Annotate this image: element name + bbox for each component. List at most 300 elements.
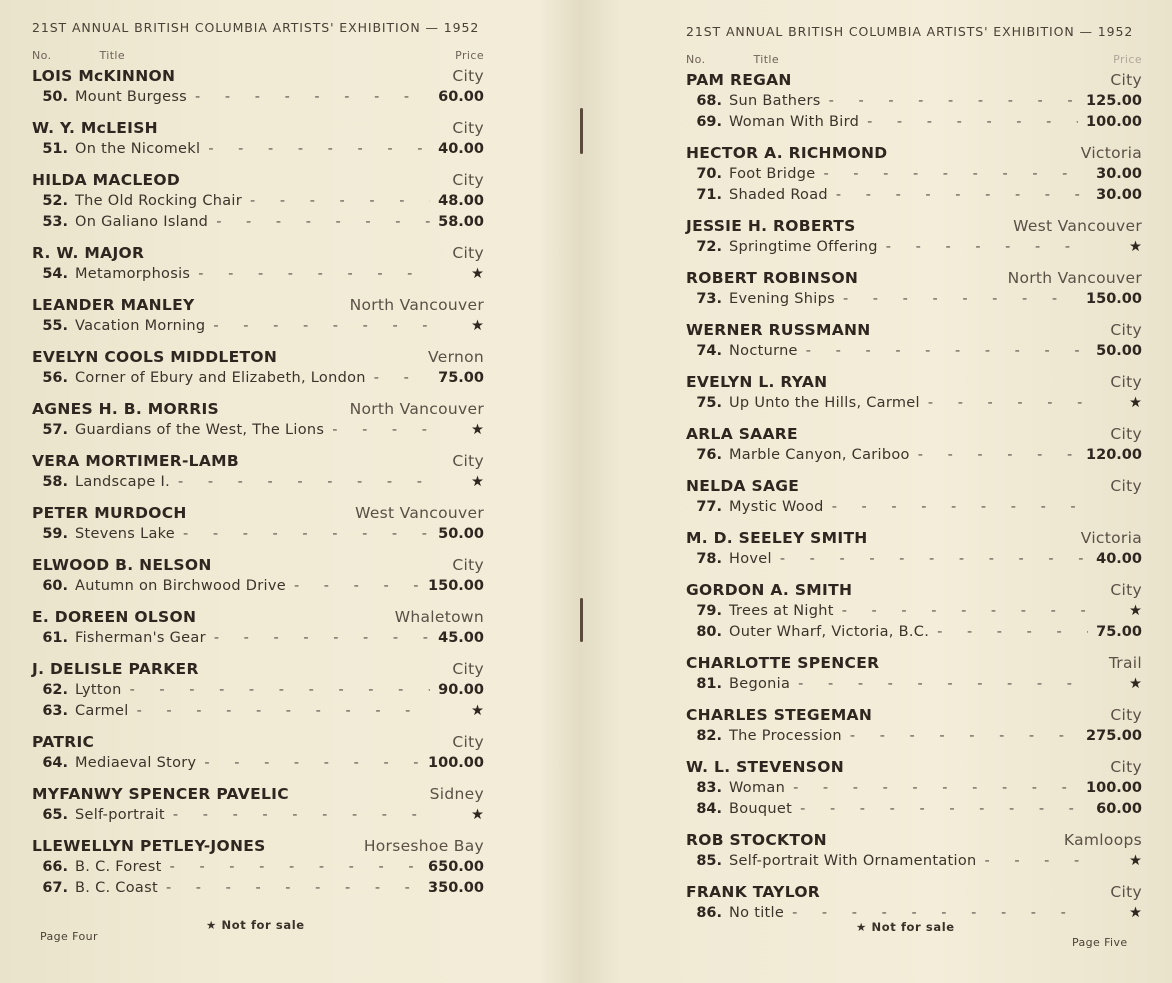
catalogue-number: 70. <box>696 166 722 182</box>
catalogue-number: 85. <box>696 853 722 869</box>
artwork-row <box>32 420 484 441</box>
artwork-row <box>686 112 1142 133</box>
catalogue-number: 58. <box>42 474 68 490</box>
artist-row <box>32 732 484 753</box>
artist-location: City <box>1110 425 1142 443</box>
leader-dashes <box>806 341 1088 362</box>
artwork-row <box>32 524 484 545</box>
artwork-price: ★ <box>471 422 484 438</box>
artwork-title: Foot Bridge <box>729 166 816 182</box>
artist-entry <box>32 451 484 493</box>
artwork-title: Evening Ships <box>729 291 835 307</box>
leader-dashes <box>836 185 1088 206</box>
artwork-title: Marble Canyon, Cariboo <box>729 447 910 463</box>
artist-location: West Vancouver <box>1013 217 1142 235</box>
artwork-price: 60.00 <box>1096 801 1142 817</box>
artwork-row <box>32 805 484 826</box>
artwork-price: 45.00 <box>438 630 484 646</box>
artwork-row <box>32 680 484 701</box>
artist-entry <box>32 784 484 826</box>
leader-dashes <box>198 264 430 285</box>
catalogue-number: 53. <box>42 214 68 230</box>
artist-entry <box>32 170 484 233</box>
artist-location: City <box>1110 477 1142 495</box>
artwork-title: Woman <box>729 780 786 796</box>
artwork-row <box>32 857 484 878</box>
artist-name: NELDA SAGE <box>686 477 800 495</box>
artwork-row <box>32 576 484 597</box>
artwork-title: Lytton <box>75 682 122 698</box>
catalogue-number: 61. <box>42 630 68 646</box>
artwork-price: ★ <box>1129 603 1142 619</box>
artwork-title: Self-portrait With Ornamentation <box>729 853 977 869</box>
artwork-title: Guardians of the West, The Lions <box>75 422 325 438</box>
leader-dashes <box>823 164 1088 185</box>
artwork-row <box>32 316 484 337</box>
artist-row <box>32 659 484 680</box>
artist-row <box>32 118 484 139</box>
leader-dashes <box>928 393 1088 414</box>
artwork-title: B. C. Coast <box>75 880 158 896</box>
catalogue-number: 75. <box>696 395 722 411</box>
artist-name: R. W. MAJOR <box>32 244 145 262</box>
leader-dashes <box>867 112 1078 133</box>
artwork-title: The Old Rocking Chair <box>75 193 243 209</box>
artwork-row <box>686 851 1142 872</box>
artist-list <box>32 66 484 899</box>
column-price: Price <box>455 49 484 62</box>
leader-dashes <box>170 857 420 878</box>
leader-dashes <box>213 316 430 337</box>
artwork-row <box>686 549 1142 570</box>
artist-name: HECTOR A. RICHMOND <box>686 144 888 162</box>
artwork-row <box>32 191 484 212</box>
artist-name: LOIS McKINNON <box>32 67 176 85</box>
catalogue-number: 77. <box>696 499 722 515</box>
artwork-price: ★ <box>1129 905 1142 921</box>
artist-list <box>686 70 1142 924</box>
artwork-title: Self-portrait <box>75 807 165 823</box>
column-headers <box>686 53 1142 66</box>
artist-row <box>686 70 1142 91</box>
column-no: No. <box>32 49 52 62</box>
leader-dashes <box>208 139 430 160</box>
artist-row <box>686 268 1142 289</box>
column-no: No. <box>686 53 706 66</box>
artist-name: HILDA MACLEOD <box>32 171 181 189</box>
column-price: Price <box>1113 53 1142 66</box>
artist-row <box>686 476 1142 497</box>
artwork-title: Mystic Wood <box>729 499 824 515</box>
artist-location: City <box>1110 706 1142 724</box>
catalogue-number: 74. <box>696 343 722 359</box>
artist-entry <box>32 295 484 337</box>
artist-name: PAM REGAN <box>686 71 792 89</box>
catalogue-number: 51. <box>42 141 68 157</box>
artwork-title: Begonia <box>729 676 791 692</box>
catalogue-number: 65. <box>42 807 68 823</box>
artist-entry <box>32 555 484 597</box>
catalogue-number: 60. <box>42 578 68 594</box>
artwork-price: ★ <box>471 703 484 719</box>
artist-row <box>686 882 1142 903</box>
artwork-title: Up Unto the Hills, Carmel <box>729 395 920 411</box>
artist-name: EVELYN COOLS MIDDLETON <box>32 348 278 366</box>
artwork-row <box>32 628 484 649</box>
artist-row <box>686 143 1142 164</box>
artist-location: City <box>452 556 484 574</box>
leader-dashes <box>332 420 430 441</box>
artist-row <box>32 451 484 472</box>
artist-location: Victoria <box>1080 144 1142 162</box>
artist-location: Kamloops <box>1063 831 1142 849</box>
leader-dashes <box>793 778 1078 799</box>
catalogue-number: 73. <box>696 291 722 307</box>
artist-entry <box>686 757 1142 820</box>
artwork-price: 120.00 <box>1086 447 1142 463</box>
artist-entry <box>686 830 1142 872</box>
artist-name: CHARLES STEGEMAN <box>686 706 873 724</box>
artist-row <box>32 295 484 316</box>
artwork-title: Metamorphosis <box>75 266 191 282</box>
artist-entry <box>686 528 1142 570</box>
artist-row <box>686 320 1142 341</box>
artwork-price: 40.00 <box>1096 551 1142 567</box>
leader-dashes <box>985 851 1089 872</box>
catalogue-number: 80. <box>696 624 722 640</box>
artwork-title: Autumn on Birchwood Drive <box>75 578 286 594</box>
artist-row <box>32 503 484 524</box>
artist-name: VERA MORTIMER-LAMB <box>32 452 239 470</box>
artist-row <box>32 555 484 576</box>
artist-entry <box>686 653 1142 695</box>
artwork-row <box>32 753 484 774</box>
artwork-row <box>32 212 484 233</box>
leader-dashes <box>937 622 1088 643</box>
artist-location: City <box>1110 883 1142 901</box>
artwork-row <box>686 341 1142 362</box>
catalogue-number: 72. <box>696 239 722 255</box>
artist-row <box>32 784 484 805</box>
artwork-row <box>686 622 1142 643</box>
artist-entry <box>686 882 1142 924</box>
artist-location: West Vancouver <box>355 504 484 522</box>
artwork-price: ★ <box>471 474 484 490</box>
artwork-row <box>686 164 1142 185</box>
artwork-row <box>686 601 1142 622</box>
artwork-row <box>686 91 1142 112</box>
artwork-row <box>686 497 1142 518</box>
catalogue-number: 50. <box>42 89 68 105</box>
leader-dashes <box>800 799 1088 820</box>
artist-entry <box>686 424 1142 466</box>
catalogue-number: 63. <box>42 703 68 719</box>
artwork-title: The Procession <box>729 728 842 744</box>
artist-location: City <box>452 452 484 470</box>
artist-row <box>686 424 1142 445</box>
catalogue-number: 71. <box>696 187 722 203</box>
catalogue-number: 59. <box>42 526 68 542</box>
artwork-price: 350.00 <box>428 880 484 896</box>
artwork-price: 150.00 <box>428 578 484 594</box>
artist-location: North Vancouver <box>349 400 484 418</box>
artwork-title: Springtime Offering <box>729 239 878 255</box>
artwork-title: Outer Wharf, Victoria, B.C. <box>729 624 930 640</box>
artwork-title: Corner of Ebury and Elizabeth, London <box>75 370 366 386</box>
catalogue-number: 66. <box>42 859 68 875</box>
artwork-price: 650.00 <box>428 859 484 875</box>
artist-location: City <box>452 660 484 678</box>
leader-dashes <box>137 701 430 722</box>
artist-name: PATRIC <box>32 733 95 751</box>
catalogue-number: 84. <box>696 801 722 817</box>
artist-entry <box>686 143 1142 206</box>
artwork-row <box>686 393 1142 414</box>
artwork-row <box>32 264 484 285</box>
artwork-row <box>686 185 1142 206</box>
artwork-price: 100.00 <box>1086 780 1142 796</box>
staple-bottom <box>580 598 583 642</box>
artist-name: W. Y. McLEISH <box>32 119 158 137</box>
catalogue-number: 83. <box>696 780 722 796</box>
artist-row <box>686 757 1142 778</box>
artist-row <box>32 347 484 368</box>
not-for-sale-note: ★ Not for sale <box>856 920 955 934</box>
column-title: Title <box>753 53 780 66</box>
leader-dashes <box>250 191 430 212</box>
artist-row <box>686 653 1142 674</box>
leader-dashes <box>204 753 420 774</box>
artist-location: Vernon <box>428 348 484 366</box>
artist-entry <box>686 372 1142 414</box>
artist-entry <box>686 268 1142 310</box>
artist-entry <box>686 580 1142 643</box>
artwork-row <box>32 878 484 899</box>
artwork-title: On the Nicomekl <box>75 141 201 157</box>
leader-dashes <box>178 472 430 493</box>
artist-entry <box>686 705 1142 747</box>
artist-name: ARLA SAARE <box>686 425 798 443</box>
artist-location: North Vancouver <box>1007 269 1142 287</box>
catalogue-number: 55. <box>42 318 68 334</box>
artwork-price: ★ <box>1129 395 1142 411</box>
page-right <box>686 24 1142 934</box>
artist-name: ROBERT ROBINSON <box>686 269 859 287</box>
artist-location: North Vancouver <box>349 296 484 314</box>
artist-location: City <box>1110 581 1142 599</box>
artist-entry <box>32 243 484 285</box>
leader-dashes <box>183 524 430 545</box>
artist-row <box>32 170 484 191</box>
artwork-title: Stevens Lake <box>75 526 176 542</box>
artwork-price: 75.00 <box>438 370 484 386</box>
catalogue-number: 64. <box>42 755 68 771</box>
artist-entry <box>32 836 484 899</box>
catalogue-number: 62. <box>42 682 68 698</box>
artwork-title: Vacation Morning <box>75 318 206 334</box>
artwork-price: ★ <box>471 807 484 823</box>
artwork-price: ★ <box>471 318 484 334</box>
leader-dashes <box>294 576 420 597</box>
catalogue-number: 79. <box>696 603 722 619</box>
artwork-row <box>32 139 484 160</box>
artwork-title: Sun Bathers <box>729 93 821 109</box>
artwork-row <box>32 368 484 389</box>
artwork-row <box>32 472 484 493</box>
artist-entry <box>32 659 484 722</box>
page-header: 21ST ANNUAL BRITISH COLUMBIA ARTISTS' EXHIBITION — 1952 <box>32 20 480 35</box>
artist-row <box>686 705 1142 726</box>
artwork-price: 30.00 <box>1096 187 1142 203</box>
artwork-price: 90.00 <box>438 682 484 698</box>
artist-name: ROB STOCKTON <box>686 831 827 849</box>
catalogue-number: 52. <box>42 193 68 209</box>
artist-name: LLEWELLYN PETLEY-JONES <box>32 837 266 855</box>
artist-location: City <box>452 119 484 137</box>
artist-entry <box>32 503 484 545</box>
artist-name: W. L. STEVENSON <box>686 758 844 776</box>
leader-dashes <box>832 497 1088 518</box>
artist-name: ELWOOD B. NELSON <box>32 556 212 574</box>
catalogue-number: 68. <box>696 93 722 109</box>
artwork-price: 40.00 <box>438 141 484 157</box>
artwork-row <box>686 674 1142 695</box>
artist-row <box>686 372 1142 393</box>
artwork-row <box>32 701 484 722</box>
artist-row <box>686 830 1142 851</box>
artist-location: Horseshoe Bay <box>363 837 484 855</box>
artist-row <box>686 528 1142 549</box>
artist-entry <box>32 118 484 160</box>
artwork-price: ★ <box>1129 239 1142 255</box>
leader-dashes <box>886 237 1088 258</box>
leader-dashes <box>374 368 430 389</box>
artwork-title: Nocturne <box>729 343 798 359</box>
artwork-title: On Galiano Island <box>75 214 209 230</box>
artwork-title: Carmel <box>75 703 129 719</box>
artist-entry <box>32 607 484 649</box>
artwork-price: 75.00 <box>1096 624 1142 640</box>
artist-entry <box>686 320 1142 362</box>
catalogue-number: 76. <box>696 447 722 463</box>
column-title: Title <box>99 49 126 62</box>
catalogue-number: 81. <box>696 676 722 692</box>
artist-name: AGNES H. B. MORRIS <box>32 400 219 418</box>
artist-entry <box>32 347 484 389</box>
artwork-price: 275.00 <box>1086 728 1142 744</box>
leader-dashes <box>918 445 1078 466</box>
artwork-price: 100.00 <box>428 755 484 771</box>
catalogue-number: 54. <box>42 266 68 282</box>
artist-location: City <box>452 67 484 85</box>
artwork-row <box>32 87 484 108</box>
artist-location: City <box>1110 321 1142 339</box>
artist-name: CHARLOTTE SPENCER <box>686 654 880 672</box>
artwork-row <box>686 726 1142 747</box>
artwork-title: Shaded Road <box>729 187 828 203</box>
artwork-price: 100.00 <box>1086 114 1142 130</box>
artist-location: City <box>1110 758 1142 776</box>
artwork-price: ★ <box>471 266 484 282</box>
artwork-title: No title <box>729 905 785 921</box>
artwork-title: Woman With Bird <box>729 114 860 130</box>
leader-dashes <box>843 289 1078 310</box>
artwork-price: 30.00 <box>1096 166 1142 182</box>
artwork-title: Fisherman's Gear <box>75 630 206 646</box>
leader-dashes <box>166 878 420 899</box>
artist-name: GORDON A. SMITH <box>686 581 853 599</box>
artist-row <box>686 580 1142 601</box>
leader-dashes <box>214 628 430 649</box>
artwork-price: 150.00 <box>1086 291 1142 307</box>
artist-location: City <box>452 171 484 189</box>
artwork-row <box>686 778 1142 799</box>
artist-location: Whaletown <box>394 608 484 626</box>
catalogue-number: 56. <box>42 370 68 386</box>
artist-entry <box>32 66 484 108</box>
artwork-row <box>686 289 1142 310</box>
artwork-price: 60.00 <box>438 89 484 105</box>
artist-entry <box>686 216 1142 258</box>
leader-dashes <box>842 601 1088 622</box>
catalogue-number: 67. <box>42 880 68 896</box>
artwork-price: 50.00 <box>438 526 484 542</box>
artwork-row <box>686 445 1142 466</box>
page-number: Page Four <box>40 930 98 943</box>
artist-entry <box>686 70 1142 133</box>
artist-row <box>686 216 1142 237</box>
artist-location: Sidney <box>429 785 484 803</box>
artist-name: MYFANWY SPENCER PAVELIC <box>32 785 289 803</box>
artist-location: Victoria <box>1080 529 1142 547</box>
artwork-price: 125.00 <box>1086 93 1142 109</box>
artwork-title: Hovel <box>729 551 772 567</box>
staple-top <box>580 108 583 154</box>
artist-name: LEANDER MANLEY <box>32 296 195 314</box>
artist-row <box>32 399 484 420</box>
artwork-title: Mount Burgess <box>75 89 188 105</box>
leader-dashes <box>850 726 1078 747</box>
artist-location: City <box>452 244 484 262</box>
artist-name: FRANK TAYLOR <box>686 883 821 901</box>
leader-dashes <box>798 674 1088 695</box>
artist-row <box>32 243 484 264</box>
artist-row <box>32 607 484 628</box>
artist-name: EVELYN L. RYAN <box>686 373 828 391</box>
artist-name: JESSIE H. ROBERTS <box>686 217 856 235</box>
artist-name: M. D. SEELEY SMITH <box>686 529 868 547</box>
artwork-title: Landscape I. <box>75 474 170 490</box>
catalogue-number: 82. <box>696 728 722 744</box>
artwork-price: 48.00 <box>438 193 484 209</box>
artist-entry <box>32 732 484 774</box>
artist-location: City <box>1110 373 1142 391</box>
catalogue-number: 69. <box>696 114 722 130</box>
page-left <box>32 20 484 909</box>
leader-dashes <box>130 680 430 701</box>
artist-row <box>32 66 484 87</box>
artwork-price: ★ <box>1129 676 1142 692</box>
artwork-price: 50.00 <box>1096 343 1142 359</box>
artist-name: J. DELISLE PARKER <box>32 660 199 678</box>
catalogue-number: 78. <box>696 551 722 567</box>
artwork-title: Trees at Night <box>729 603 834 619</box>
artwork-title: B. C. Forest <box>75 859 162 875</box>
not-for-sale-note: ★ Not for sale <box>206 918 305 932</box>
leader-dashes <box>173 805 430 826</box>
artist-location: City <box>452 733 484 751</box>
artist-row <box>32 836 484 857</box>
